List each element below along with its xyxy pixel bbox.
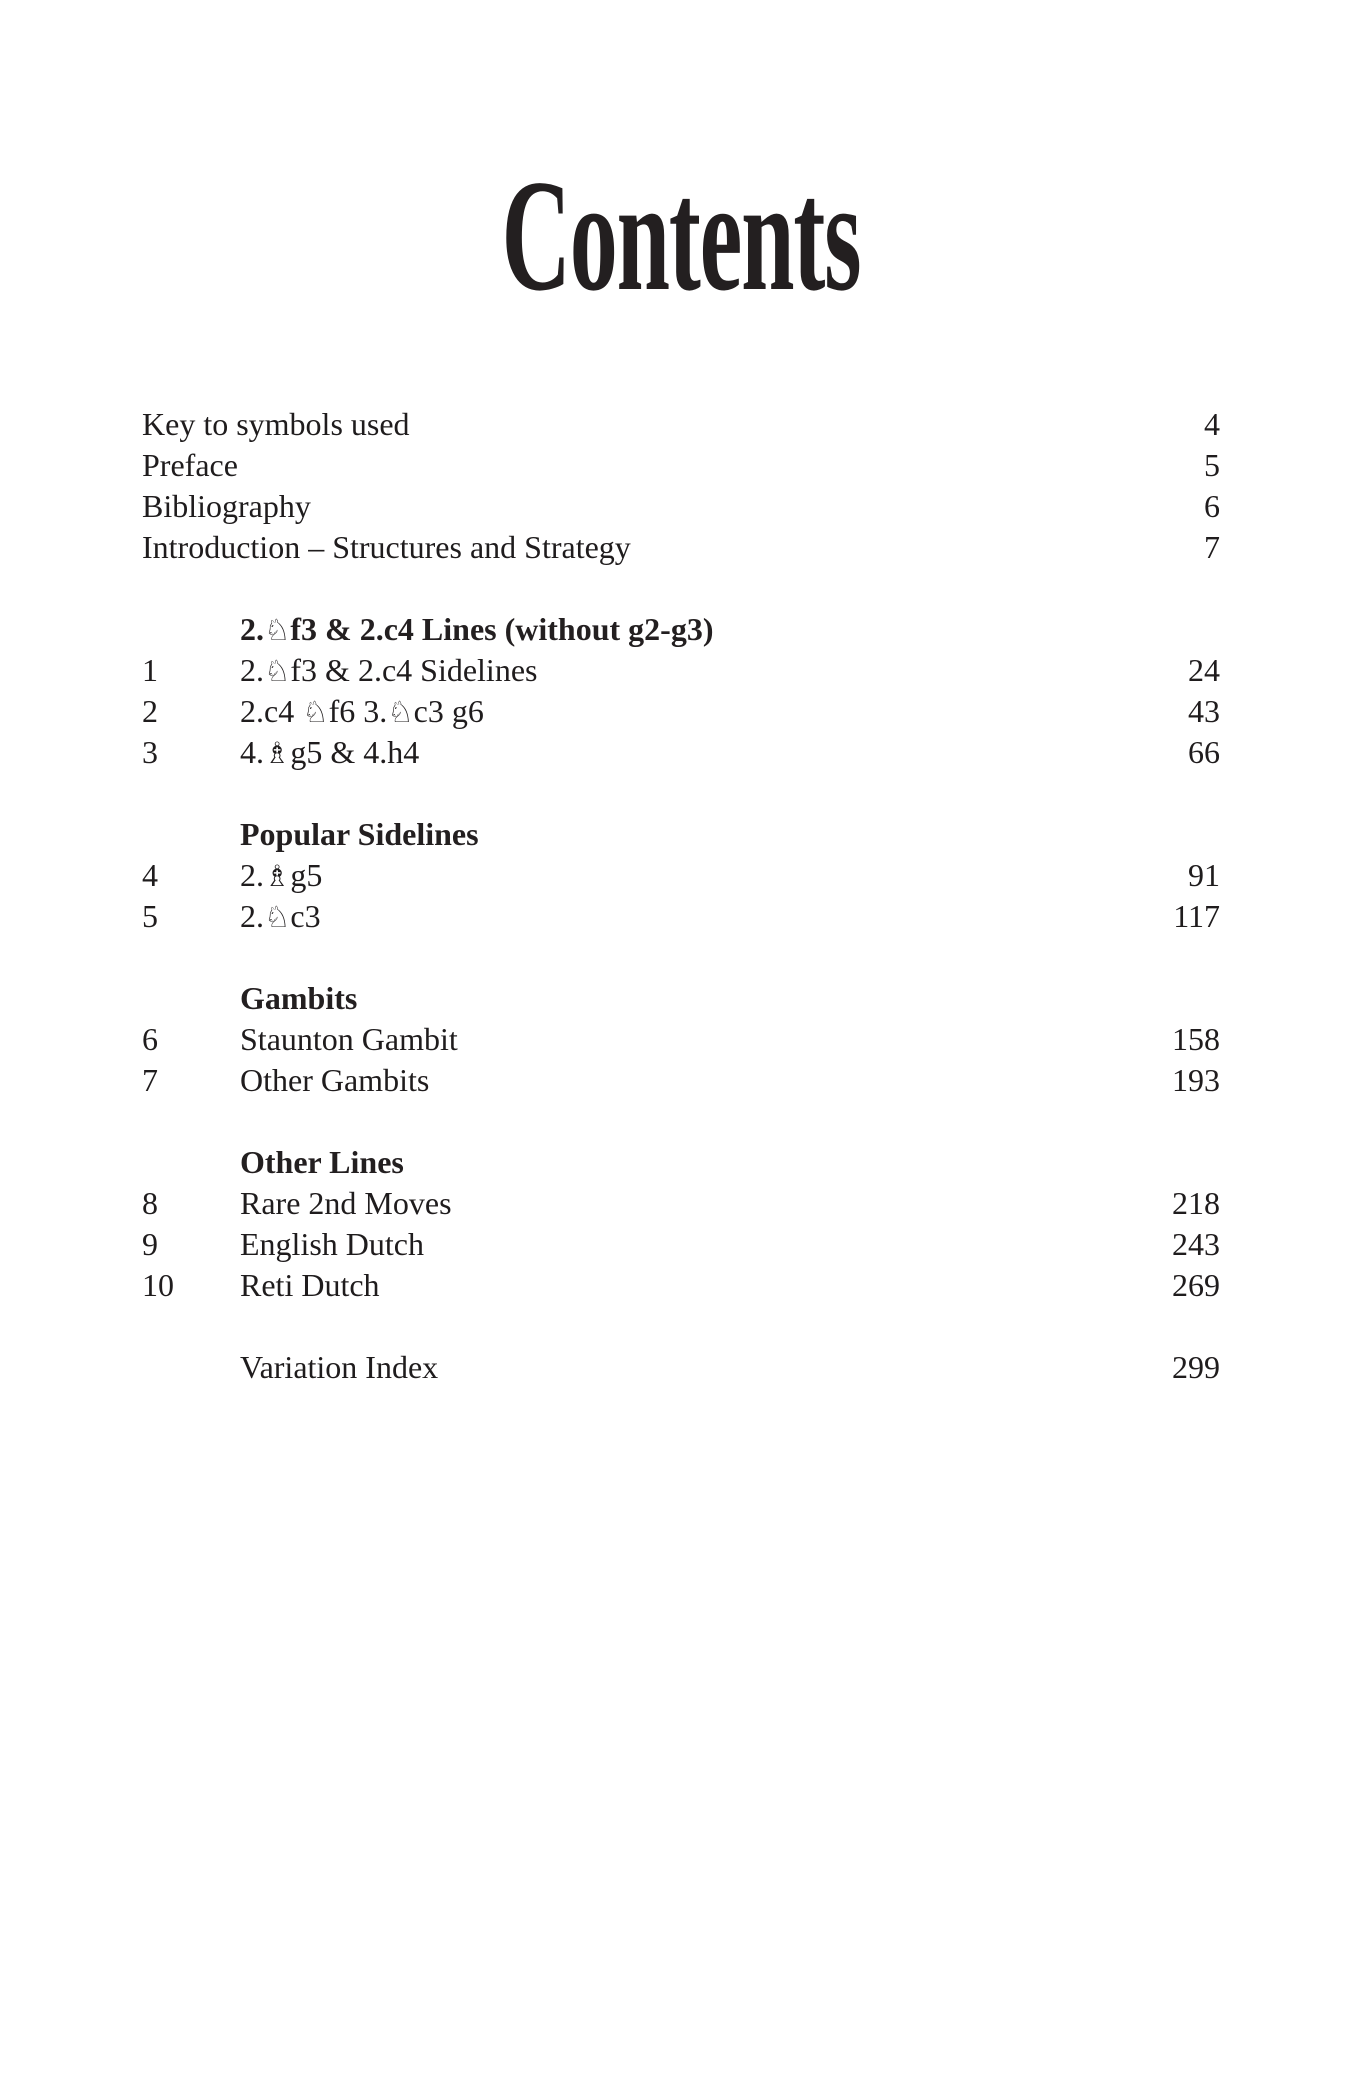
white-bishop-icon: ♗ bbox=[264, 736, 291, 770]
entry-title: Key to symbols used bbox=[142, 406, 410, 442]
page-number: 24 bbox=[1188, 652, 1220, 688]
chapter-row bbox=[142, 1224, 1220, 1265]
front-matter-list bbox=[142, 404, 1220, 568]
chapter-row bbox=[142, 1019, 1220, 1060]
chapter-title: 2.♘c3 bbox=[240, 898, 321, 934]
page-number: 5 bbox=[1204, 447, 1220, 483]
chapter-number: 7 bbox=[142, 1062, 158, 1098]
front-matter-row bbox=[142, 527, 1220, 568]
chapter-number: 4 bbox=[142, 857, 158, 893]
page-number: 7 bbox=[1204, 529, 1220, 565]
chapter-number: 8 bbox=[142, 1185, 158, 1221]
section-heading-row bbox=[142, 978, 1220, 1019]
chapter-title: Reti Dutch bbox=[240, 1267, 380, 1303]
variation-index-row bbox=[142, 1347, 1220, 1388]
section-gap bbox=[142, 773, 1220, 814]
white-knight-icon: ♘ bbox=[264, 654, 291, 688]
section-heading: Other Lines bbox=[240, 1144, 404, 1180]
chapter-title: English Dutch bbox=[240, 1226, 424, 1262]
page-title-text: Contents bbox=[501, 146, 861, 324]
chapter-title: 2.♘f3 & 2.c4 Sidelines bbox=[240, 652, 538, 688]
chapter-row bbox=[142, 650, 1220, 691]
chapter-row bbox=[142, 691, 1220, 732]
front-matter-row bbox=[142, 445, 1220, 486]
white-knight-icon: ♘ bbox=[387, 695, 414, 729]
section-heading-row bbox=[142, 609, 1220, 650]
white-knight-icon: ♘ bbox=[302, 695, 329, 729]
entry-title: Variation Index bbox=[240, 1349, 439, 1385]
section-gap bbox=[142, 568, 1220, 609]
front-matter-row bbox=[142, 404, 1220, 445]
white-bishop-icon: ♗ bbox=[264, 859, 291, 893]
chapter-row bbox=[142, 1060, 1220, 1101]
white-knight-icon: ♘ bbox=[264, 613, 291, 647]
section-heading-row bbox=[142, 1142, 1220, 1183]
chapter-row bbox=[142, 855, 1220, 896]
page-number: 6 bbox=[1204, 488, 1220, 524]
section-heading: 2.♘f3 & 2.c4 Lines (without g2-g3) bbox=[240, 611, 714, 647]
section-heading-row bbox=[142, 814, 1220, 855]
chapter-number: 2 bbox=[142, 693, 158, 729]
page-number: 117 bbox=[1173, 898, 1220, 934]
front-matter-row bbox=[142, 486, 1220, 527]
chapter-title: Other Gambits bbox=[240, 1062, 430, 1098]
entry-title: Preface bbox=[142, 447, 238, 483]
page-number: 193 bbox=[1172, 1062, 1220, 1098]
chapter-title: 2.c4 ♘f6 3.♘c3 g6 bbox=[240, 693, 484, 729]
section-gap bbox=[142, 937, 1220, 978]
page-number: 91 bbox=[1188, 857, 1220, 893]
section-heading: Popular Sidelines bbox=[240, 816, 479, 852]
page-title bbox=[0, 146, 1362, 324]
page-number: 243 bbox=[1172, 1226, 1220, 1262]
section-heading: Gambits bbox=[240, 980, 358, 1016]
chapter-row bbox=[142, 896, 1220, 937]
chapter-row bbox=[142, 1183, 1220, 1224]
chapter-number: 1 bbox=[142, 652, 158, 688]
chapter-row bbox=[142, 732, 1220, 773]
entry-title: Introduction – Structures and Strategy bbox=[142, 529, 631, 565]
white-knight-icon: ♘ bbox=[264, 900, 291, 934]
section-gap bbox=[142, 1306, 1220, 1347]
chapter-title: Staunton Gambit bbox=[240, 1021, 458, 1057]
page-number: 269 bbox=[1172, 1267, 1220, 1303]
chapter-number: 3 bbox=[142, 734, 158, 770]
section-gap bbox=[142, 1101, 1220, 1142]
chapter-title: 2.♗g5 bbox=[240, 857, 323, 893]
chapter-number: 5 bbox=[142, 898, 158, 934]
chapter-number: 6 bbox=[142, 1021, 158, 1057]
chapter-number: 10 bbox=[142, 1267, 174, 1303]
page-number: 158 bbox=[1172, 1021, 1220, 1057]
page-number: 43 bbox=[1188, 693, 1220, 729]
chapter-sections bbox=[142, 568, 1220, 1306]
contents-page bbox=[0, 146, 1362, 2092]
page-number: 218 bbox=[1172, 1185, 1220, 1221]
page-number: 299 bbox=[1172, 1349, 1220, 1385]
page-number: 4 bbox=[1204, 406, 1220, 442]
chapter-row bbox=[142, 1265, 1220, 1306]
table-of-contents bbox=[142, 404, 1220, 1388]
page-number: 66 bbox=[1188, 734, 1220, 770]
chapter-title: 4.♗g5 & 4.h4 bbox=[240, 734, 420, 770]
chapter-number: 9 bbox=[142, 1226, 158, 1262]
chapter-title: Rare 2nd Moves bbox=[240, 1185, 452, 1221]
entry-title: Bibliography bbox=[142, 488, 311, 524]
